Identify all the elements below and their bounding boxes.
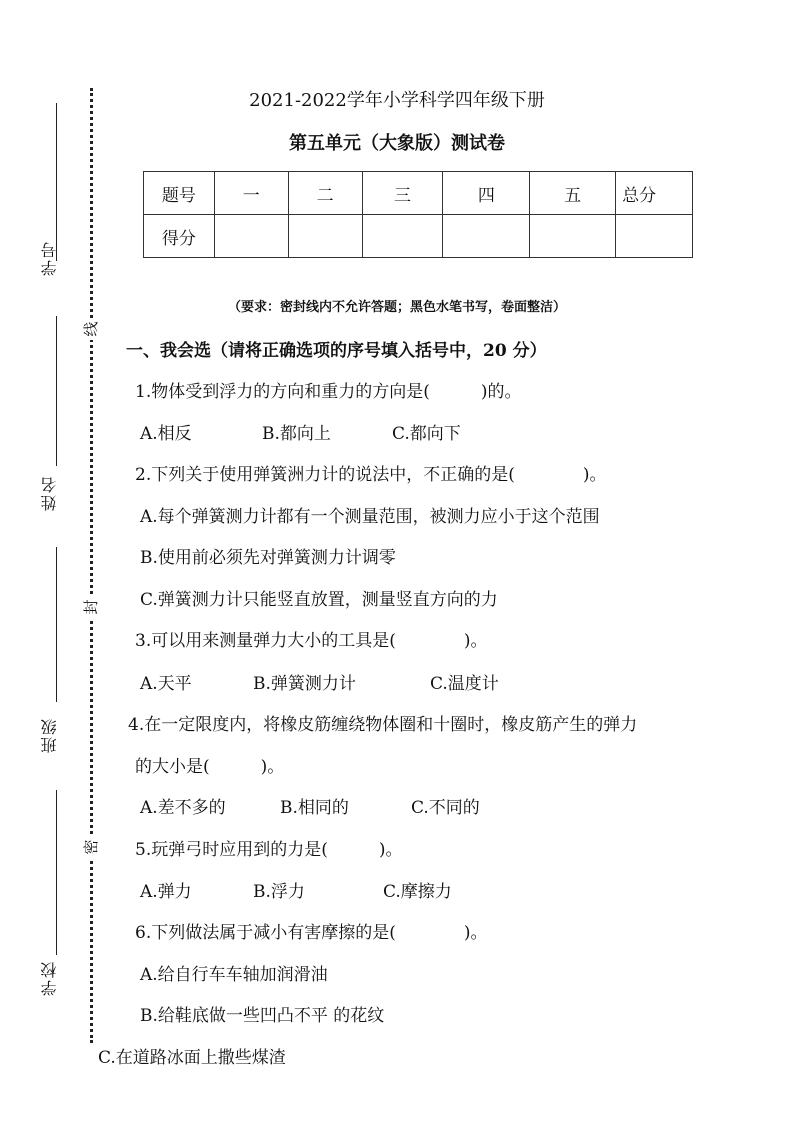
table-cell: 三: [362, 172, 443, 215]
option-b: B.都向上: [262, 424, 331, 444]
option-b: B.弹簧测力计: [253, 674, 356, 694]
option-c: C.弹簧测力计只能竖直放置，测量竖直方向的力: [140, 590, 498, 610]
section-heading: 一、我会选（请将正确选项的序号填入括号中，20 分）: [126, 341, 547, 361]
option-b: B.浮力: [253, 882, 305, 902]
option-a: A.相反: [140, 424, 192, 444]
option-b: B.给鞋底做一些凹凸不平 的花纹: [140, 1006, 385, 1026]
question-6-stem: 6.下列做法属于减小有害摩擦的是( )。: [135, 923, 488, 943]
seal-char-seal: 封: [80, 596, 102, 618]
seal-dotted-line: [90, 88, 93, 1043]
question-1-stem: 1.物体受到浮力的方向和重力的方向是( )的。: [135, 382, 522, 402]
exam-title: 2021-2022学年小学科学四年级下册: [249, 90, 545, 111]
option-a: A.差不多的: [140, 798, 226, 818]
option-a: A.天平: [140, 674, 192, 694]
option-c: C.不同的: [411, 798, 480, 818]
option-c: C.在道路冰面上撒些煤渣: [98, 1048, 286, 1068]
score-table: [143, 171, 693, 258]
option-a: A.给自行车车轴加润滑油: [140, 965, 328, 985]
question-3-stem: 3.可以用来测量弹力大小的工具是( )。: [135, 631, 488, 651]
seal-char-secret: 密: [80, 836, 102, 858]
binding-line-2: [56, 316, 57, 466]
seal-char-line: 线: [80, 318, 102, 340]
question-2-stem: 2.下列关于使用弹簧洲力计的说法中，不正确的是( )。: [135, 465, 607, 485]
name-label: 姓名: [40, 475, 59, 511]
option-a: A.每个弹簧测力计都有一个测量范围，被测力应小于这个范围: [140, 507, 600, 527]
school-label: 学校: [40, 960, 59, 996]
score-input-cell[interactable]: [443, 215, 530, 258]
question-4-stem: 4.在一定限度内，将橡皮筋缠绕物体圈和十圈时，橡皮筋产生的弹力: [128, 715, 638, 735]
class-label: 班级: [40, 717, 59, 753]
binding-line-4: [56, 790, 57, 955]
table-cell: 总分: [616, 172, 693, 215]
binding-line-3: [56, 547, 57, 702]
option-b: B.相同的: [280, 798, 349, 818]
score-input-cell[interactable]: [362, 215, 443, 258]
table-cell: 四: [443, 172, 530, 215]
score-input-cell[interactable]: [616, 215, 693, 258]
table-cell: 题号: [144, 172, 215, 215]
score-input-cell[interactable]: [288, 215, 362, 258]
option-c: C.温度计: [430, 674, 499, 694]
table-cell: 得分: [144, 215, 215, 258]
table-cell: 一: [214, 172, 288, 215]
question-5-stem: 5.玩弹弓时应用到的力是( )。: [135, 840, 403, 860]
requirement-note: （要求：密封线内不允许答题；黑色水笔书写，卷面整洁）: [227, 300, 566, 315]
table-cell: 二: [288, 172, 362, 215]
option-c: C.摩擦力: [383, 882, 452, 902]
student-id-label: 学号: [40, 240, 59, 276]
option-b: B.使用前必须先对弹簧测力计调零: [140, 548, 396, 568]
score-input-cell[interactable]: [530, 215, 616, 258]
table-row: [144, 215, 693, 258]
question-4-stem-cont: 的大小是( )。: [135, 757, 285, 777]
option-c: C.都向下: [392, 424, 461, 444]
table-row: [144, 172, 693, 215]
option-a: A.弹力: [140, 882, 192, 902]
table-cell: 五: [530, 172, 616, 215]
exam-subtitle: 第五单元（大象版）测试卷: [289, 133, 505, 154]
score-input-cell[interactable]: [214, 215, 288, 258]
